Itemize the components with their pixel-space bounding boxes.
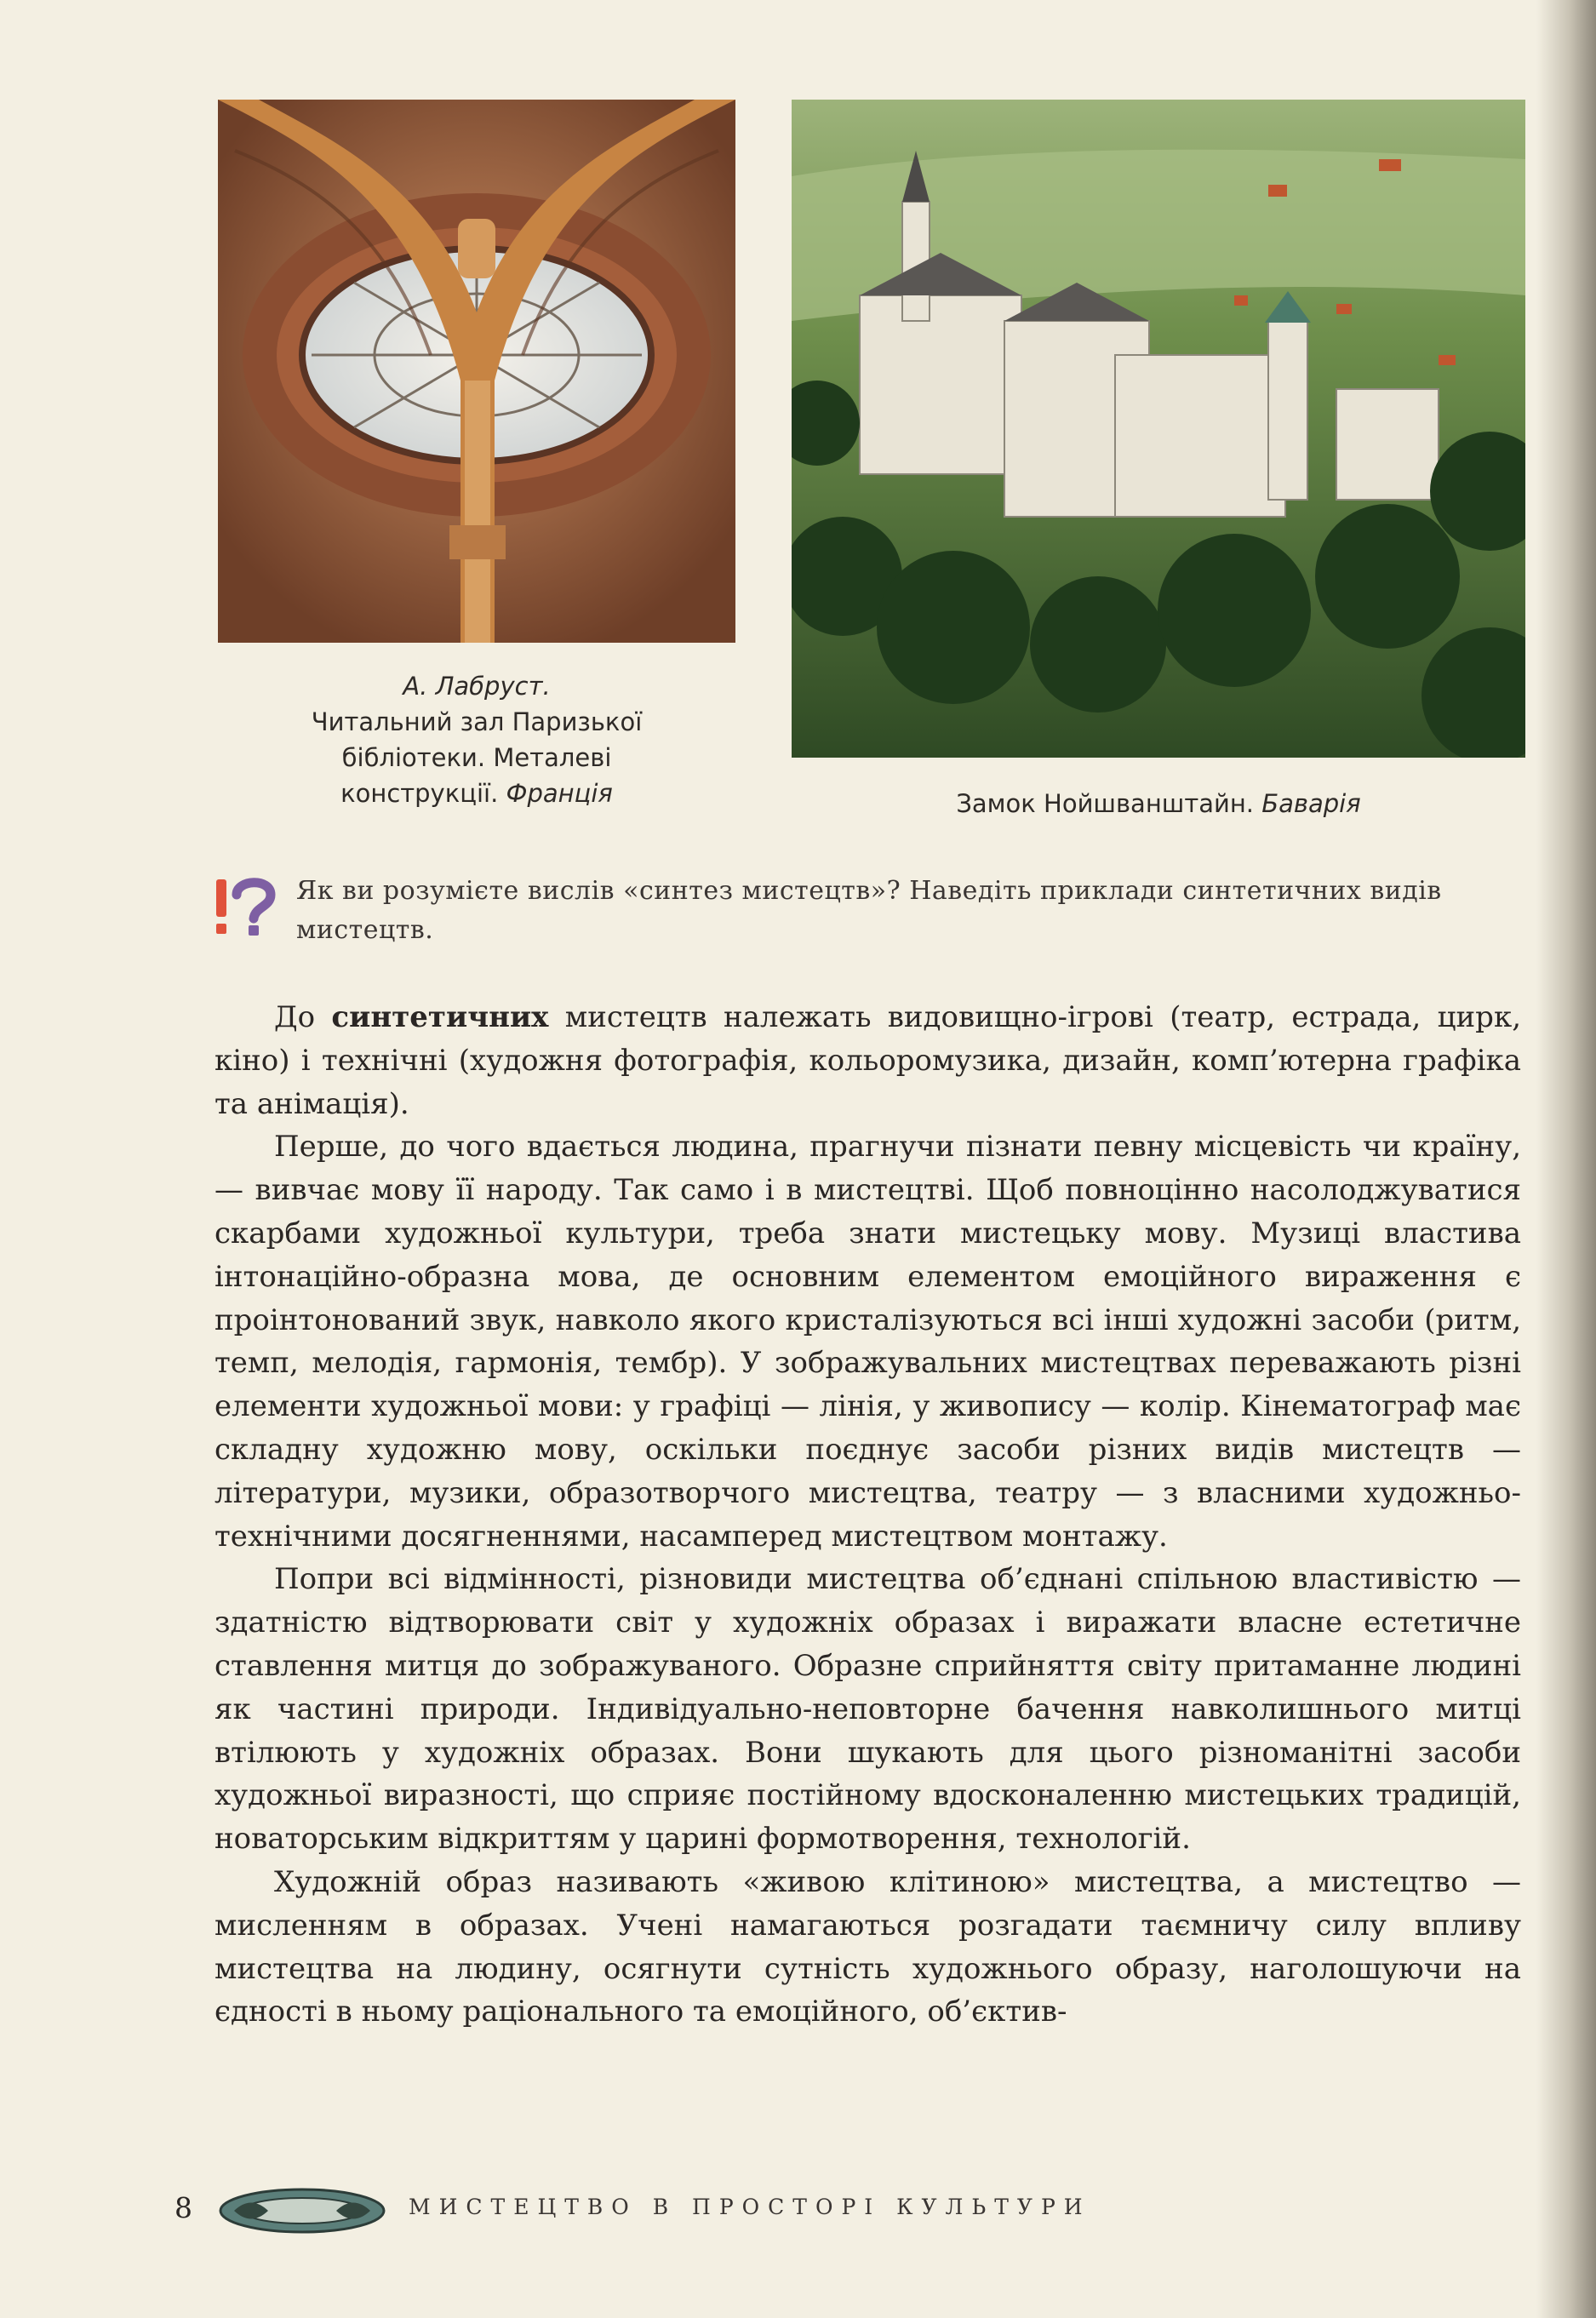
- discussion-question: Як ви розумієте вислів «синтез мистецтв»? Наведіть приклади синтетичних видів мистецтв.: [296, 876, 1442, 945]
- page-edge-shadow: [1536, 0, 1596, 2318]
- reading-room-photo: [218, 100, 735, 643]
- paragraph-lead: До: [274, 1000, 332, 1034]
- ornament-logo-icon: [217, 2186, 387, 2235]
- term-synthetic: синтетичних: [331, 1000, 549, 1034]
- exclamation-question-icon: [211, 874, 276, 942]
- main-text: [215, 996, 1521, 2034]
- running-head: МИСТЕЦТВО В ПРОСТОРІ КУЛЬТУРИ: [409, 2195, 1091, 2219]
- caption-title: Замок Нойшванштайн.: [956, 789, 1255, 818]
- page-number: 8: [174, 2191, 192, 2224]
- caption-line: Читальний зал Паризької: [311, 707, 643, 736]
- page-footer: [174, 2186, 1196, 2237]
- caption-place: Баварія: [1261, 789, 1361, 818]
- paragraph: Художній образ називають «живою клітиною» мистецтва, а мистецтво — мисленням в образах. Учені намагаються розгадати таємничу силу впливу мистецтва на людину, осягнути сутність художнього образу, наголошуючи на єдності в ньому раціонального та емоційного, об’єктив-: [215, 1864, 1521, 2029]
- caption-place: Франція: [506, 779, 613, 808]
- castle-photo: [792, 100, 1525, 758]
- paragraph: Перше, до чого вдається людина, прагнучи пізнати певну місцевість чи країну, — вивчає мову її народу. Так само і в мистецтві. Щоб повноцінно насолоджуватися скарбами художньої культури, треба знати мистецьку мову. Музиці властива інтонаційно-образна мова, де основним елементом емоційного вираження є проінтонований звук, навколо якого кристалізуються всі інші художні засоби (ритм, темп, мелодія, гармонія, тембр). У зображувальних мистецтвах переважають різні елементи художньої мови: у графіці — лінія, у живопису — колір. Кінематограф має складну художню мову, оскільки поєднує засоби різних видів мистецтв — літератури, музики, образотворчого мистецтва, театру — з власними художньо-технічними досягненнями, насамперед мистецтвом монтажу.: [215, 1130, 1521, 1554]
- paragraph-rest: мистецтв належать видовищно-ігрові (театр, естрада, цирк, кіно) і технічні (художня фотографія, кольоромузика, дизайн, комп’ютерна графіка та анімація).: [215, 1000, 1522, 1121]
- caption-author: А. Лабруст.: [403, 672, 551, 701]
- caption-line: конструкції.: [340, 779, 499, 808]
- castle-caption: [792, 786, 1525, 821]
- caption-line: бібліотеки. Металеві: [341, 743, 612, 772]
- paragraph: Попри всі відмінності, різновиди мистецтва об’єднані спільною властивістю — здатністю відтворювати світ у художніх образах і виражати власне естетичне ставлення митця до зображуваного. Образне сприйняття світу притаманне людині як частині природи. Індивідуально-неповторне бачення навколишнього митці втілюють у художніх образах. Вони шукають для цього різноманітні засоби художньої виразності, що сприяє постійному вдосконаленню мистецьких традицій, новаторським відкриттям у царині формотворення, технологій.: [215, 1562, 1521, 1857]
- reading-room-caption: [201, 668, 752, 811]
- paragraph: [215, 996, 1521, 1125]
